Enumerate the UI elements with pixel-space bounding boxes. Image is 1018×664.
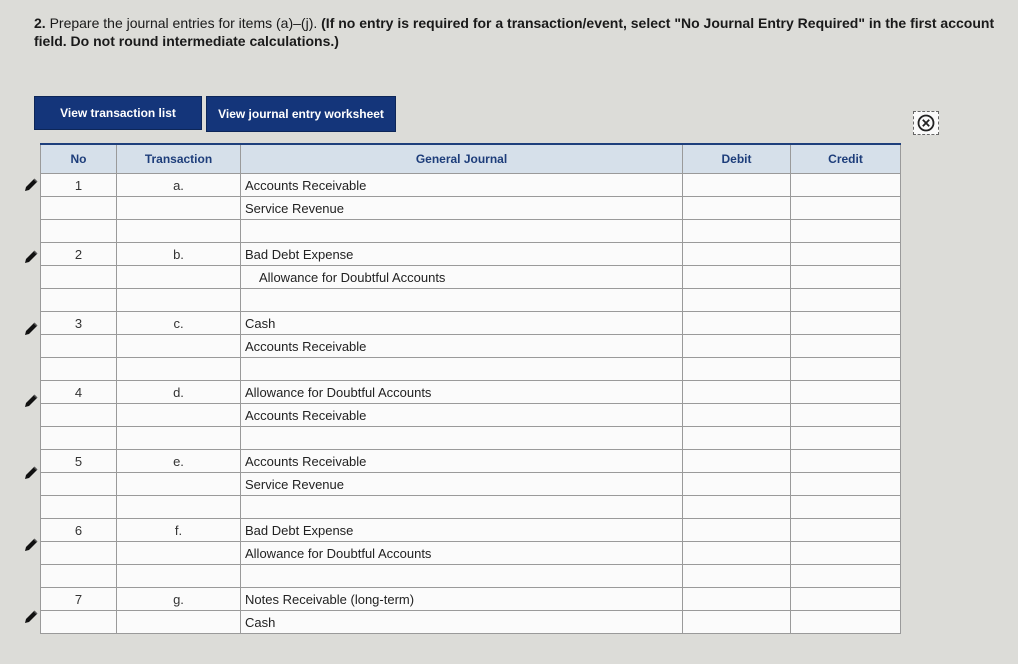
- blank-cell[interactable]: [791, 289, 901, 312]
- credit-account-cell[interactable]: Allowance for Doubtful Accounts: [241, 542, 683, 565]
- credit-amount-cell[interactable]: [791, 197, 901, 220]
- credit-amount-cell[interactable]: [791, 450, 901, 473]
- table-header-row: [41, 144, 901, 174]
- journal-entry-row: [41, 611, 901, 634]
- credit-account-cell[interactable]: Accounts Receivable: [241, 404, 683, 427]
- blank-cell: [41, 358, 117, 381]
- debit-amount-cell[interactable]: [683, 174, 791, 197]
- pencil-icon[interactable]: [22, 248, 40, 266]
- view-transaction-list-button[interactable]: View transaction list: [34, 96, 202, 130]
- header-no: No: [41, 144, 117, 174]
- blank-cell: [41, 496, 117, 519]
- entry-number-empty: [41, 473, 117, 496]
- entry-number-empty: [41, 266, 117, 289]
- credit-amount-cell[interactable]: [791, 519, 901, 542]
- entry-number-empty: [41, 404, 117, 427]
- debit-account-cell[interactable]: Bad Debt Expense: [241, 243, 683, 266]
- debit-amount-cell[interactable]: [683, 404, 791, 427]
- blank-cell: [117, 565, 241, 588]
- journal-blank-row: [41, 358, 901, 381]
- debit-amount-cell[interactable]: [683, 450, 791, 473]
- blank-cell: [117, 220, 241, 243]
- entry-number: 5: [41, 450, 117, 473]
- blank-cell: [117, 289, 241, 312]
- journal-entry-row: [41, 381, 901, 404]
- journal-entry-row: [41, 519, 901, 542]
- header-general-journal: General Journal: [241, 144, 683, 174]
- credit-account-cell[interactable]: Service Revenue: [241, 197, 683, 220]
- pencil-icon[interactable]: [22, 392, 40, 410]
- debit-amount-cell[interactable]: [683, 312, 791, 335]
- journal-entry-row: [41, 588, 901, 611]
- entry-number: 4: [41, 381, 117, 404]
- entry-number-empty: [41, 197, 117, 220]
- entry-number-empty: [41, 611, 117, 634]
- journal-table: [40, 143, 901, 634]
- blank-cell[interactable]: [241, 358, 683, 381]
- entry-number-empty: [41, 542, 117, 565]
- credit-amount-cell[interactable]: [791, 404, 901, 427]
- journal-entry-row: [41, 404, 901, 427]
- credit-amount-cell[interactable]: [791, 381, 901, 404]
- entry-number: 1: [41, 174, 117, 197]
- blank-cell[interactable]: [241, 565, 683, 588]
- header-debit: Debit: [683, 144, 791, 174]
- blank-cell[interactable]: [683, 289, 791, 312]
- blank-cell[interactable]: [791, 427, 901, 450]
- entry-transaction-empty: [117, 266, 241, 289]
- header-credit: Credit: [791, 144, 901, 174]
- close-circle-icon: [917, 114, 935, 132]
- blank-cell: [117, 358, 241, 381]
- journal-blank-row: [41, 427, 901, 450]
- debit-amount-cell[interactable]: [683, 519, 791, 542]
- debit-amount-cell[interactable]: [683, 588, 791, 611]
- entry-transaction: c.: [117, 312, 241, 335]
- debit-amount-cell[interactable]: [683, 243, 791, 266]
- entry-transaction-empty: [117, 473, 241, 496]
- credit-amount-cell[interactable]: [791, 473, 901, 496]
- entry-transaction-empty: [117, 542, 241, 565]
- blank-cell[interactable]: [791, 565, 901, 588]
- journal-blank-row: [41, 220, 901, 243]
- question-number: 2.: [34, 15, 46, 31]
- view-journal-entry-worksheet-button[interactable]: View journal entry worksheet: [206, 96, 396, 132]
- pencil-icon[interactable]: [22, 536, 40, 554]
- instructions: [34, 14, 1009, 50]
- blank-cell[interactable]: [683, 565, 791, 588]
- entry-transaction: f.: [117, 519, 241, 542]
- header-transaction: Transaction: [117, 144, 241, 174]
- credit-account-cell[interactable]: Allowance for Doubtful Accounts: [241, 266, 683, 289]
- debit-amount-cell[interactable]: [683, 611, 791, 634]
- blank-cell[interactable]: [683, 358, 791, 381]
- journal-blank-row: [41, 565, 901, 588]
- blank-cell[interactable]: [241, 220, 683, 243]
- debit-account-cell[interactable]: Notes Receivable (long-term): [241, 588, 683, 611]
- credit-amount-cell[interactable]: [791, 243, 901, 266]
- pencil-icon[interactable]: [22, 320, 40, 338]
- blank-cell[interactable]: [791, 220, 901, 243]
- journal-entry-row: [41, 197, 901, 220]
- pencil-icon[interactable]: [22, 608, 40, 626]
- blank-cell[interactable]: [683, 496, 791, 519]
- debit-amount-cell[interactable]: [683, 335, 791, 358]
- instructions-text: Prepare the journal entries for items (a)–(j).: [49, 15, 318, 31]
- debit-account-cell[interactable]: Accounts Receivable: [241, 450, 683, 473]
- journal-entry-row: [41, 335, 901, 358]
- credit-amount-cell[interactable]: [791, 588, 901, 611]
- journal-blank-row: [41, 496, 901, 519]
- blank-cell: [41, 427, 117, 450]
- credit-amount-cell[interactable]: [791, 174, 901, 197]
- close-button[interactable]: [913, 111, 939, 135]
- journal-entry-row: [41, 542, 901, 565]
- entry-number: 6: [41, 519, 117, 542]
- credit-amount-cell[interactable]: [791, 335, 901, 358]
- debit-amount-cell[interactable]: [683, 473, 791, 496]
- entry-transaction: b.: [117, 243, 241, 266]
- pencil-icon[interactable]: [22, 464, 40, 482]
- blank-cell: [41, 220, 117, 243]
- debit-account-cell[interactable]: Allowance for Doubtful Accounts: [241, 381, 683, 404]
- blank-cell: [41, 565, 117, 588]
- entry-number: 2: [41, 243, 117, 266]
- credit-amount-cell[interactable]: [791, 312, 901, 335]
- credit-account-cell[interactable]: Cash: [241, 611, 683, 634]
- blank-cell[interactable]: [791, 358, 901, 381]
- credit-amount-cell[interactable]: [791, 611, 901, 634]
- blank-cell[interactable]: [241, 289, 683, 312]
- credit-account-cell[interactable]: Service Revenue: [241, 473, 683, 496]
- debit-amount-cell[interactable]: [683, 197, 791, 220]
- debit-account-cell[interactable]: Cash: [241, 312, 683, 335]
- credit-account-cell[interactable]: Accounts Receivable: [241, 335, 683, 358]
- entry-transaction-empty: [117, 404, 241, 427]
- journal-blank-row: [41, 289, 901, 312]
- blank-cell[interactable]: [683, 427, 791, 450]
- debit-amount-cell[interactable]: [683, 266, 791, 289]
- debit-account-cell[interactable]: Accounts Receivable: [241, 174, 683, 197]
- entry-transaction-empty: [117, 335, 241, 358]
- blank-cell: [117, 496, 241, 519]
- credit-amount-cell[interactable]: [791, 266, 901, 289]
- blank-cell[interactable]: [683, 220, 791, 243]
- blank-cell: [117, 427, 241, 450]
- debit-amount-cell[interactable]: [683, 542, 791, 565]
- journal-entry-row: [41, 450, 901, 473]
- journal-entry-row: [41, 174, 901, 197]
- journal-entry-row: [41, 312, 901, 335]
- journal-entry-row: [41, 473, 901, 496]
- blank-cell[interactable]: [241, 427, 683, 450]
- instructions-bold-text: (If no entry is required for a transaction/event, select "No Journal Entry Required" in the first account field. Do not round intermediate calculations.): [34, 15, 995, 49]
- pencil-icon[interactable]: [22, 176, 40, 194]
- debit-amount-cell[interactable]: [683, 381, 791, 404]
- entry-transaction-empty: [117, 611, 241, 634]
- blank-cell: [41, 289, 117, 312]
- blank-cell[interactable]: [241, 496, 683, 519]
- entry-number: 7: [41, 588, 117, 611]
- entry-transaction: e.: [117, 450, 241, 473]
- entry-number: 3: [41, 312, 117, 335]
- entry-transaction-empty: [117, 197, 241, 220]
- debit-account-cell[interactable]: Bad Debt Expense: [241, 519, 683, 542]
- credit-amount-cell[interactable]: [791, 542, 901, 565]
- entry-transaction: g.: [117, 588, 241, 611]
- journal-entry-row: [41, 243, 901, 266]
- entry-transaction: d.: [117, 381, 241, 404]
- entry-transaction: a.: [117, 174, 241, 197]
- entry-number-empty: [41, 335, 117, 358]
- blank-cell[interactable]: [791, 496, 901, 519]
- journal-entry-row: [41, 266, 901, 289]
